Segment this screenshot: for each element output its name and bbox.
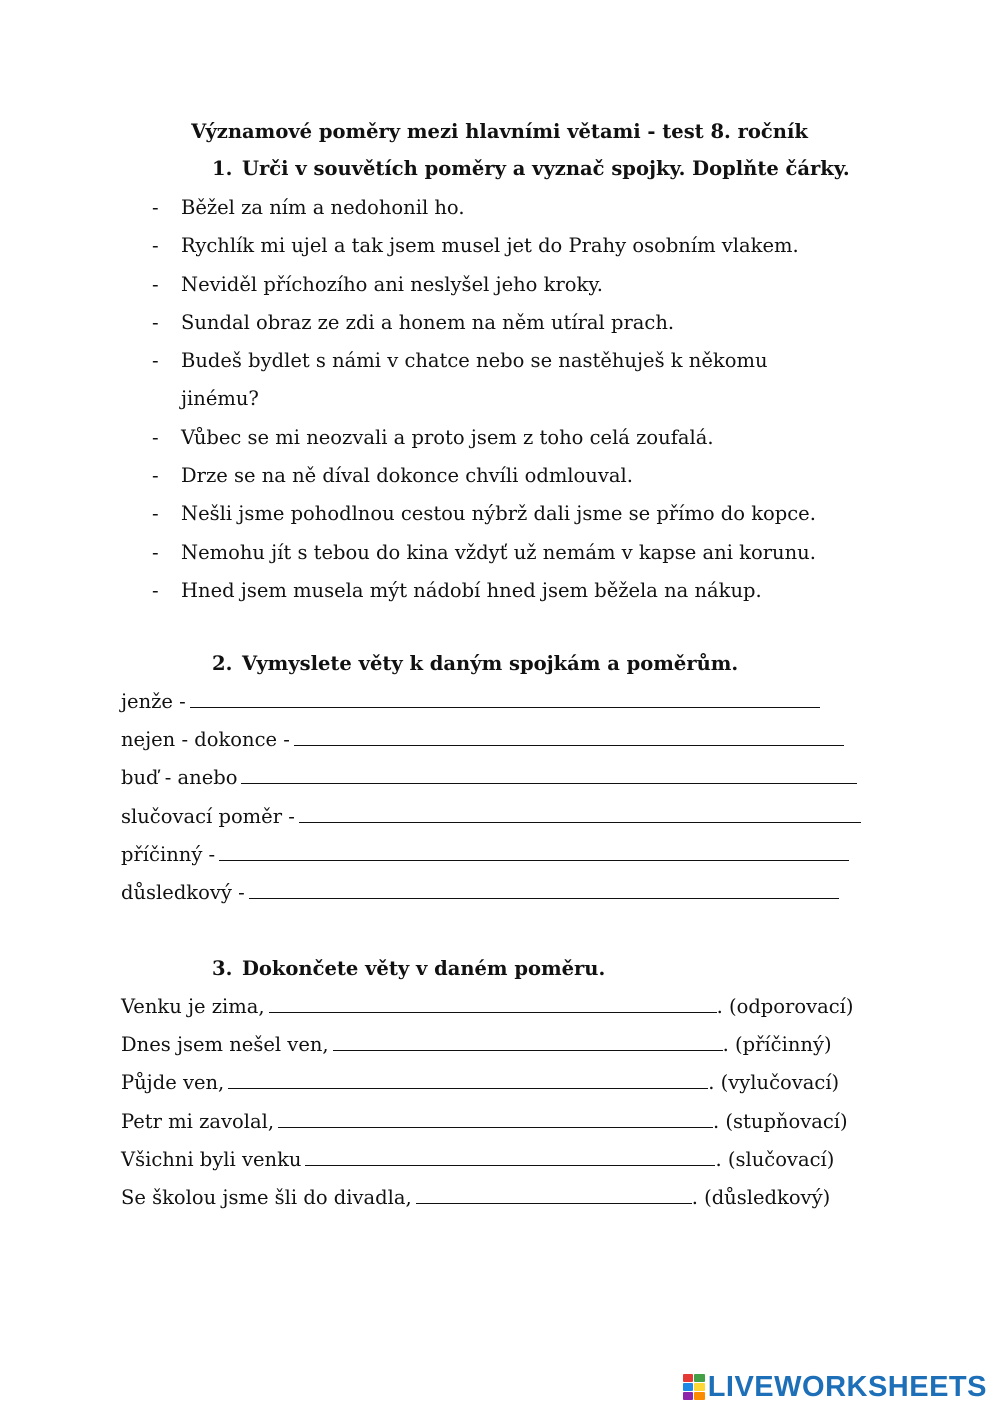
list-item: - Sundal obraz ze zdi a honem na něm utíral prach. [152, 310, 675, 334]
task1-heading-text: Urči v souvětích poměry a vyznač spojky. Doplňte čárky. [242, 157, 850, 180]
task2-heading [212, 652, 738, 675]
liveworksheets-logo [683, 1372, 987, 1402]
task3-item: Se školou jsme šli do divadla, . (důsledkový) [121, 1179, 901, 1217]
task3-item: Dnes jsem nešel ven, . (příčinný) [121, 1026, 901, 1064]
task1-sentence-list [150, 189, 910, 610]
task3-item: Všichni byli venku . (slučovací) [121, 1141, 901, 1179]
list-item: - Vůbec se mi neozvali a proto jsem z toho celá zoufalá. [152, 425, 714, 449]
task3-heading [212, 957, 605, 980]
task2-number: 2. [212, 652, 233, 675]
liveworksheets-logo-text: LIVEWORKSHEETS [707, 1370, 987, 1403]
answer-blank[interactable] [333, 1028, 723, 1051]
answer-blank[interactable] [294, 723, 844, 746]
task3-list [121, 988, 901, 1217]
task3-heading-text: Dokončete věty v daném poměru. [242, 957, 606, 980]
task3-number: 3. [212, 957, 233, 980]
list-item: - Drze se na ně díval dokonce chvíli odmlouval. [152, 464, 633, 488]
task2-item: nejen - dokonce - [121, 721, 901, 759]
answer-blank[interactable] [299, 800, 861, 823]
answer-blank[interactable] [219, 838, 849, 861]
answer-blank[interactable] [249, 876, 839, 899]
task3-item: Petr mi zavolal, . (stupňovací) [121, 1103, 901, 1141]
task2-item: buď - anebo [121, 759, 901, 797]
list-item: - Budeš bydlet s námi v chatce nebo se nastěhuješ k někomu jinému? [152, 349, 768, 411]
task1-heading [212, 157, 850, 180]
task2-list [121, 683, 901, 912]
answer-blank[interactable] [190, 685, 820, 708]
list-item: - Nešli jsme pohodlnou cestou nýbrž dali jsme se přímo do kopce. [152, 502, 816, 526]
task2-item: příčinný - [121, 836, 901, 874]
task2-heading-text: Vymyslete věty k daným spojkám a poměrům. [242, 652, 739, 675]
answer-blank[interactable] [269, 990, 717, 1013]
task3-item: Půjde ven, . (vylučovací) [121, 1064, 901, 1102]
task1-number: 1. [212, 157, 233, 180]
answer-blank[interactable] [228, 1066, 708, 1089]
answer-blank[interactable] [278, 1105, 713, 1128]
task2-item: slučovací poměr - [121, 798, 901, 836]
liveworksheets-logo-icon [683, 1374, 705, 1400]
worksheet-title: Významové poměry mezi hlavními větami - test 8. ročník [191, 120, 808, 143]
answer-blank[interactable] [305, 1143, 715, 1166]
list-item: - Rychlík mi ujel a tak jsem musel jet do Prahy osobním vlakem. [152, 234, 799, 258]
answer-blank[interactable] [416, 1181, 692, 1204]
list-item: - Nemohu jít s tebou do kina vždyť už nemám v kapse ani korunu. [152, 540, 816, 564]
list-item: - Hned jsem musela mýt nádobí hned jsem běžela na nákup. [152, 578, 762, 602]
task3-item: Venku je zima, . (odporovací) [121, 988, 901, 1026]
task2-item: jenže - [121, 683, 901, 721]
list-item: - Běžel za ním a nedohonil ho. [152, 196, 465, 219]
task2-item: důsledkový - [121, 874, 901, 912]
list-item: - Neviděl příchozího ani neslyšel jeho kroky. [152, 272, 603, 296]
answer-blank[interactable] [241, 761, 857, 784]
